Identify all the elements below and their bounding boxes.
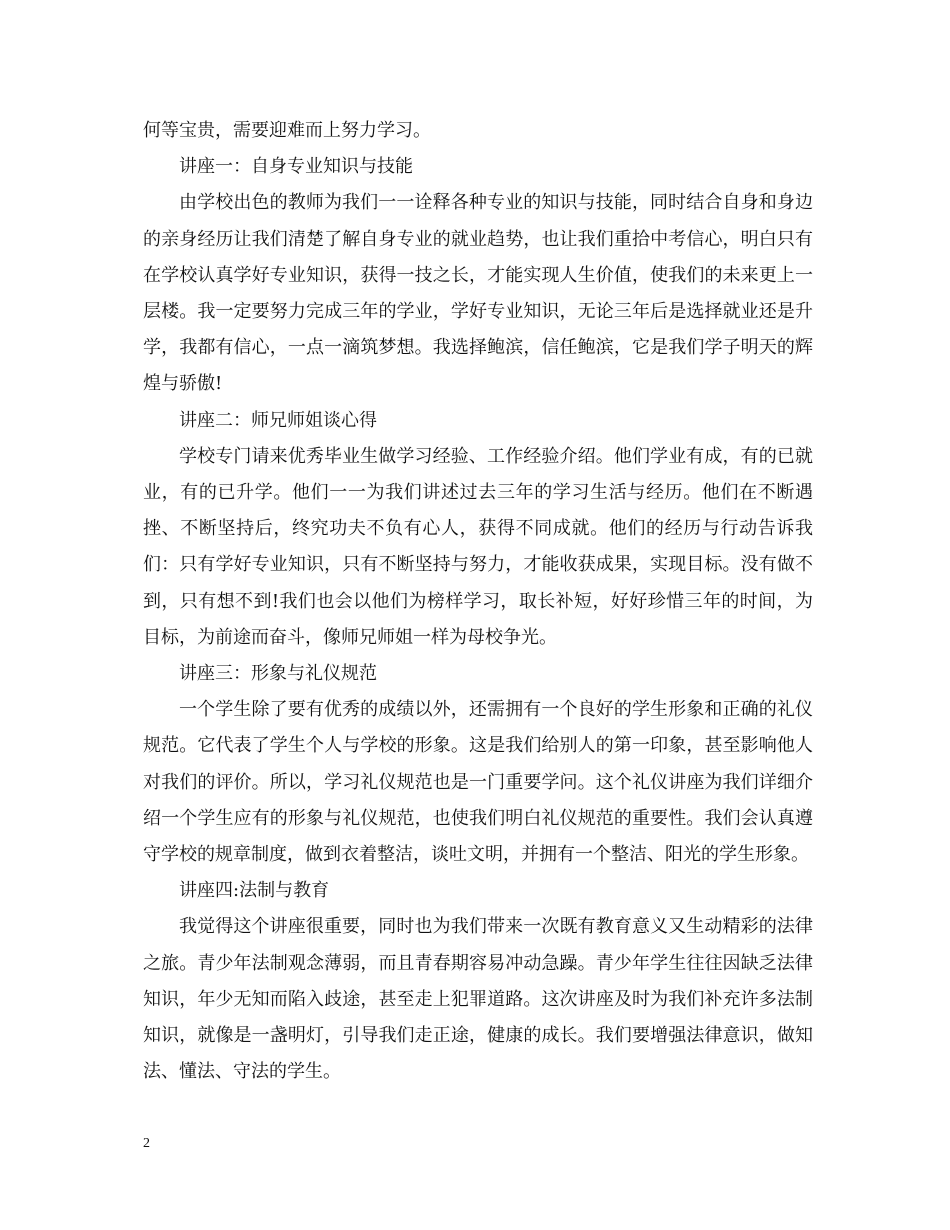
page-number: 2: [143, 1136, 150, 1151]
lecture-3-heading: 讲座三：形象与礼仪规范: [179, 663, 377, 685]
lecture-2-heading: 讲座二：师兄师姐谈心得: [179, 409, 377, 431]
lecture-1-heading: 讲座一：自身专业知识与技能: [179, 156, 413, 178]
lecture-1-paragraph: 由学校出色的教师为我们一一诠释各种专业的知识与技能，同时结合自身和身边的亲身经历让我们清楚了解自身专业的就业趋势，也让我们重拾中考信心，明白只有在学校认真学好专业知识，获得一技之长，才能实现人生价值，使我们的未来更上一层楼。我一定要努力完成三年的学业，学好专业知识，无论三年后是选择就业还是升学，我都有信心，一点一滴筑梦想。我选择鲍滨，信任鲍滨，它是我们学子明天的辉煌与骄傲!: [143, 192, 813, 395]
lecture-4-heading: 讲座四:法制与教育: [179, 880, 330, 902]
document-body: [143, 113, 813, 1090]
lecture-2-paragraph: 学校专门请来优秀毕业生做学习经验、工作经验介绍。他们学业有成，有的已就业，有的已升学。他们一一为我们讲述过去三年的学习生活与经历。他们在不断遇挫、不断坚持后，终究功夫不负有心人，获得不同成就。他们的经历与行动告诉我们：只有学好专业知识，只有不断坚持与努力，才能收获成果，实现目标。没有做不到，只有想不到!我们也会以他们为榜样学习，取长补短，好好珍惜三年的时间，为目标，为前途而奋斗，像师兄师姐一样为母校争光。: [143, 445, 813, 648]
lecture-3-paragraph: 一个学生除了要有优秀的成绩以外，还需拥有一个良好的学生形象和正确的礼仪规范。它代表了学生个人与学校的形象。这是我们给别人的第一印象，甚至影响他人对我们的评价。所以，学习礼仪规范也是一门重要学问。这个礼仪讲座为我们详细介绍一个学生应有的形象与礼仪规范，也使我们明白礼仪规范的重要性。我们会认真遵守学校的规章制度，做到衣着整洁，谈吐文明，并拥有一个整洁、阳光的学生形象。: [143, 699, 813, 866]
lecture-4-paragraph: 我觉得这个讲座很重要，同时也为我们带来一次既有教育意义又生动精彩的法律之旅。青少年法制观念薄弱，而且青春期容易冲动急躁。青少年学生往往因缺乏法律知识，年少无知而陷入歧途，甚至走上犯罪道路。这次讲座及时为我们补充许多法制知识，就像是一盏明灯，引导我们走正途，健康的成长。我们要增强法律意识，做知法、懂法、守法的学生。: [143, 916, 813, 1083]
paragraph-continuation: 何等宝贵，需要迎难而上努力学习。: [143, 120, 431, 141]
